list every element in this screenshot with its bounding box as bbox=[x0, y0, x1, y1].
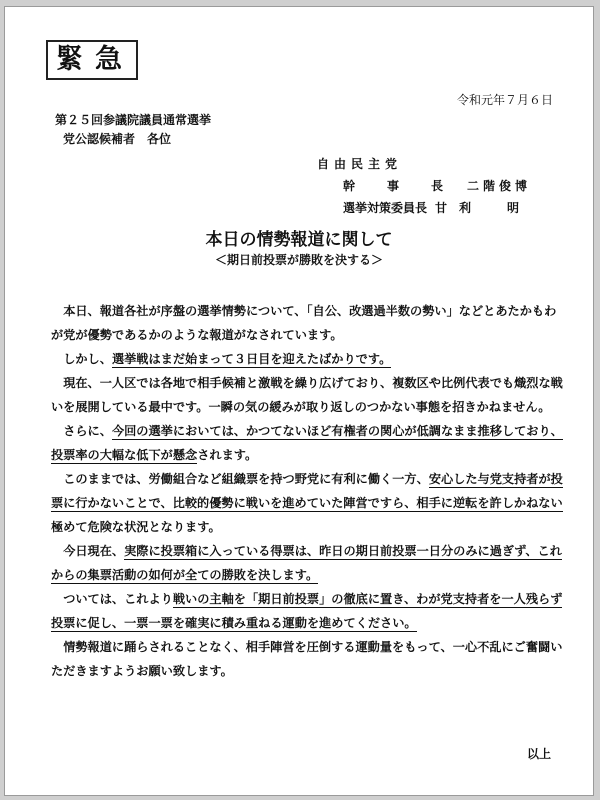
body-text: このままでは、労働組合など組織票を持つ野党に有利に働く一方、 bbox=[63, 472, 429, 486]
sender-row-election-chair bbox=[317, 197, 562, 219]
addressee-recipients: 党公認候補者 各位 bbox=[63, 132, 172, 146]
underlined-text: 選挙戦はまだ始まって３日目を迎えたばかりです。 bbox=[111, 352, 392, 366]
addressee-block bbox=[55, 111, 211, 149]
document-page bbox=[4, 6, 594, 796]
underlined-text: 今回の選挙においては、かつてないほど有権者の関心が低調なまま推移しており、投票率の大幅な低下が懸念 bbox=[51, 424, 563, 462]
sender-name-election-chair: 甘利 明 bbox=[435, 201, 532, 215]
body-text: 今日現在、 bbox=[63, 544, 125, 558]
body-text: されます。 bbox=[197, 448, 258, 462]
body-text: さらに、 bbox=[63, 424, 112, 438]
document-body bbox=[51, 299, 563, 683]
addressee-election: 第２５回参議院議員通常選挙 bbox=[55, 113, 212, 127]
urgent-stamp: 緊急 bbox=[46, 40, 138, 80]
document-date: 令和元年７月６日 bbox=[456, 93, 553, 107]
body-paragraph bbox=[51, 419, 563, 467]
body-text: 情勢報道に踊らされることなく、相手陣営を圧倒する運動量をもって、一心不乱にご奮闘いただきますようお願い致します。 bbox=[51, 640, 563, 678]
closing-mark: 以上 bbox=[526, 747, 551, 761]
body-paragraph bbox=[51, 299, 563, 347]
body-text: 本日、報道各社が序盤の選挙情勢について、「自公、改選過半数の勢い」などとあたかもわが党が優勢であるかのような報道がなされています。 bbox=[51, 304, 557, 342]
body-text: しかし、 bbox=[63, 352, 112, 366]
underlined-text: 戦いの主軸を「期日前投票」の徹底に置き、わが党支持者を一人残らず投票に促し、一票一票を確実に積み重ねる運動を進めてください。 bbox=[51, 592, 563, 630]
body-paragraph bbox=[51, 539, 563, 587]
document-subtitle: ＜期日前投票が勝敗を決する＞ bbox=[214, 253, 383, 267]
body-text: 現在、一人区では各地で相手候補と激戦を繰り広げており、複数区や比例代表でも熾烈な戦いを展開している最中です。一瞬の気の緩みが取り返しのつかない事態を招きかねません。 bbox=[51, 376, 563, 414]
body-paragraph bbox=[51, 467, 563, 539]
body-text: ついては、これより bbox=[63, 592, 173, 606]
body-text: 極めて危険な状況となります。 bbox=[51, 520, 221, 534]
body-paragraph bbox=[51, 347, 563, 371]
sender-title-election-chair: 選挙対策委員長 bbox=[343, 201, 428, 215]
underlined-text: 実際に投票箱に入っている得票は、昨日の期日前投票一日分のみに過ぎず、これからの集票活動の如何が全ての勝敗を決します。 bbox=[51, 544, 562, 582]
underlined-text: 安心した与党支持者が投票に行かないことで、比較的優勢に戦いを進めていた陣営ですら、相手に逆転を許しかねない bbox=[51, 472, 563, 510]
sender-party: 自由民主党 bbox=[317, 157, 403, 171]
sender-block bbox=[317, 153, 562, 219]
sender-row-secretary-general bbox=[317, 175, 562, 197]
body-paragraph bbox=[51, 635, 563, 683]
sender-title-secretary-general: 幹 事 長 bbox=[343, 179, 454, 193]
sender-name-secretary-general: 二階俊博 bbox=[467, 179, 532, 193]
body-paragraph bbox=[51, 371, 563, 419]
document-title: 本日の情勢報道に関して bbox=[205, 230, 393, 250]
body-paragraph bbox=[51, 587, 563, 635]
